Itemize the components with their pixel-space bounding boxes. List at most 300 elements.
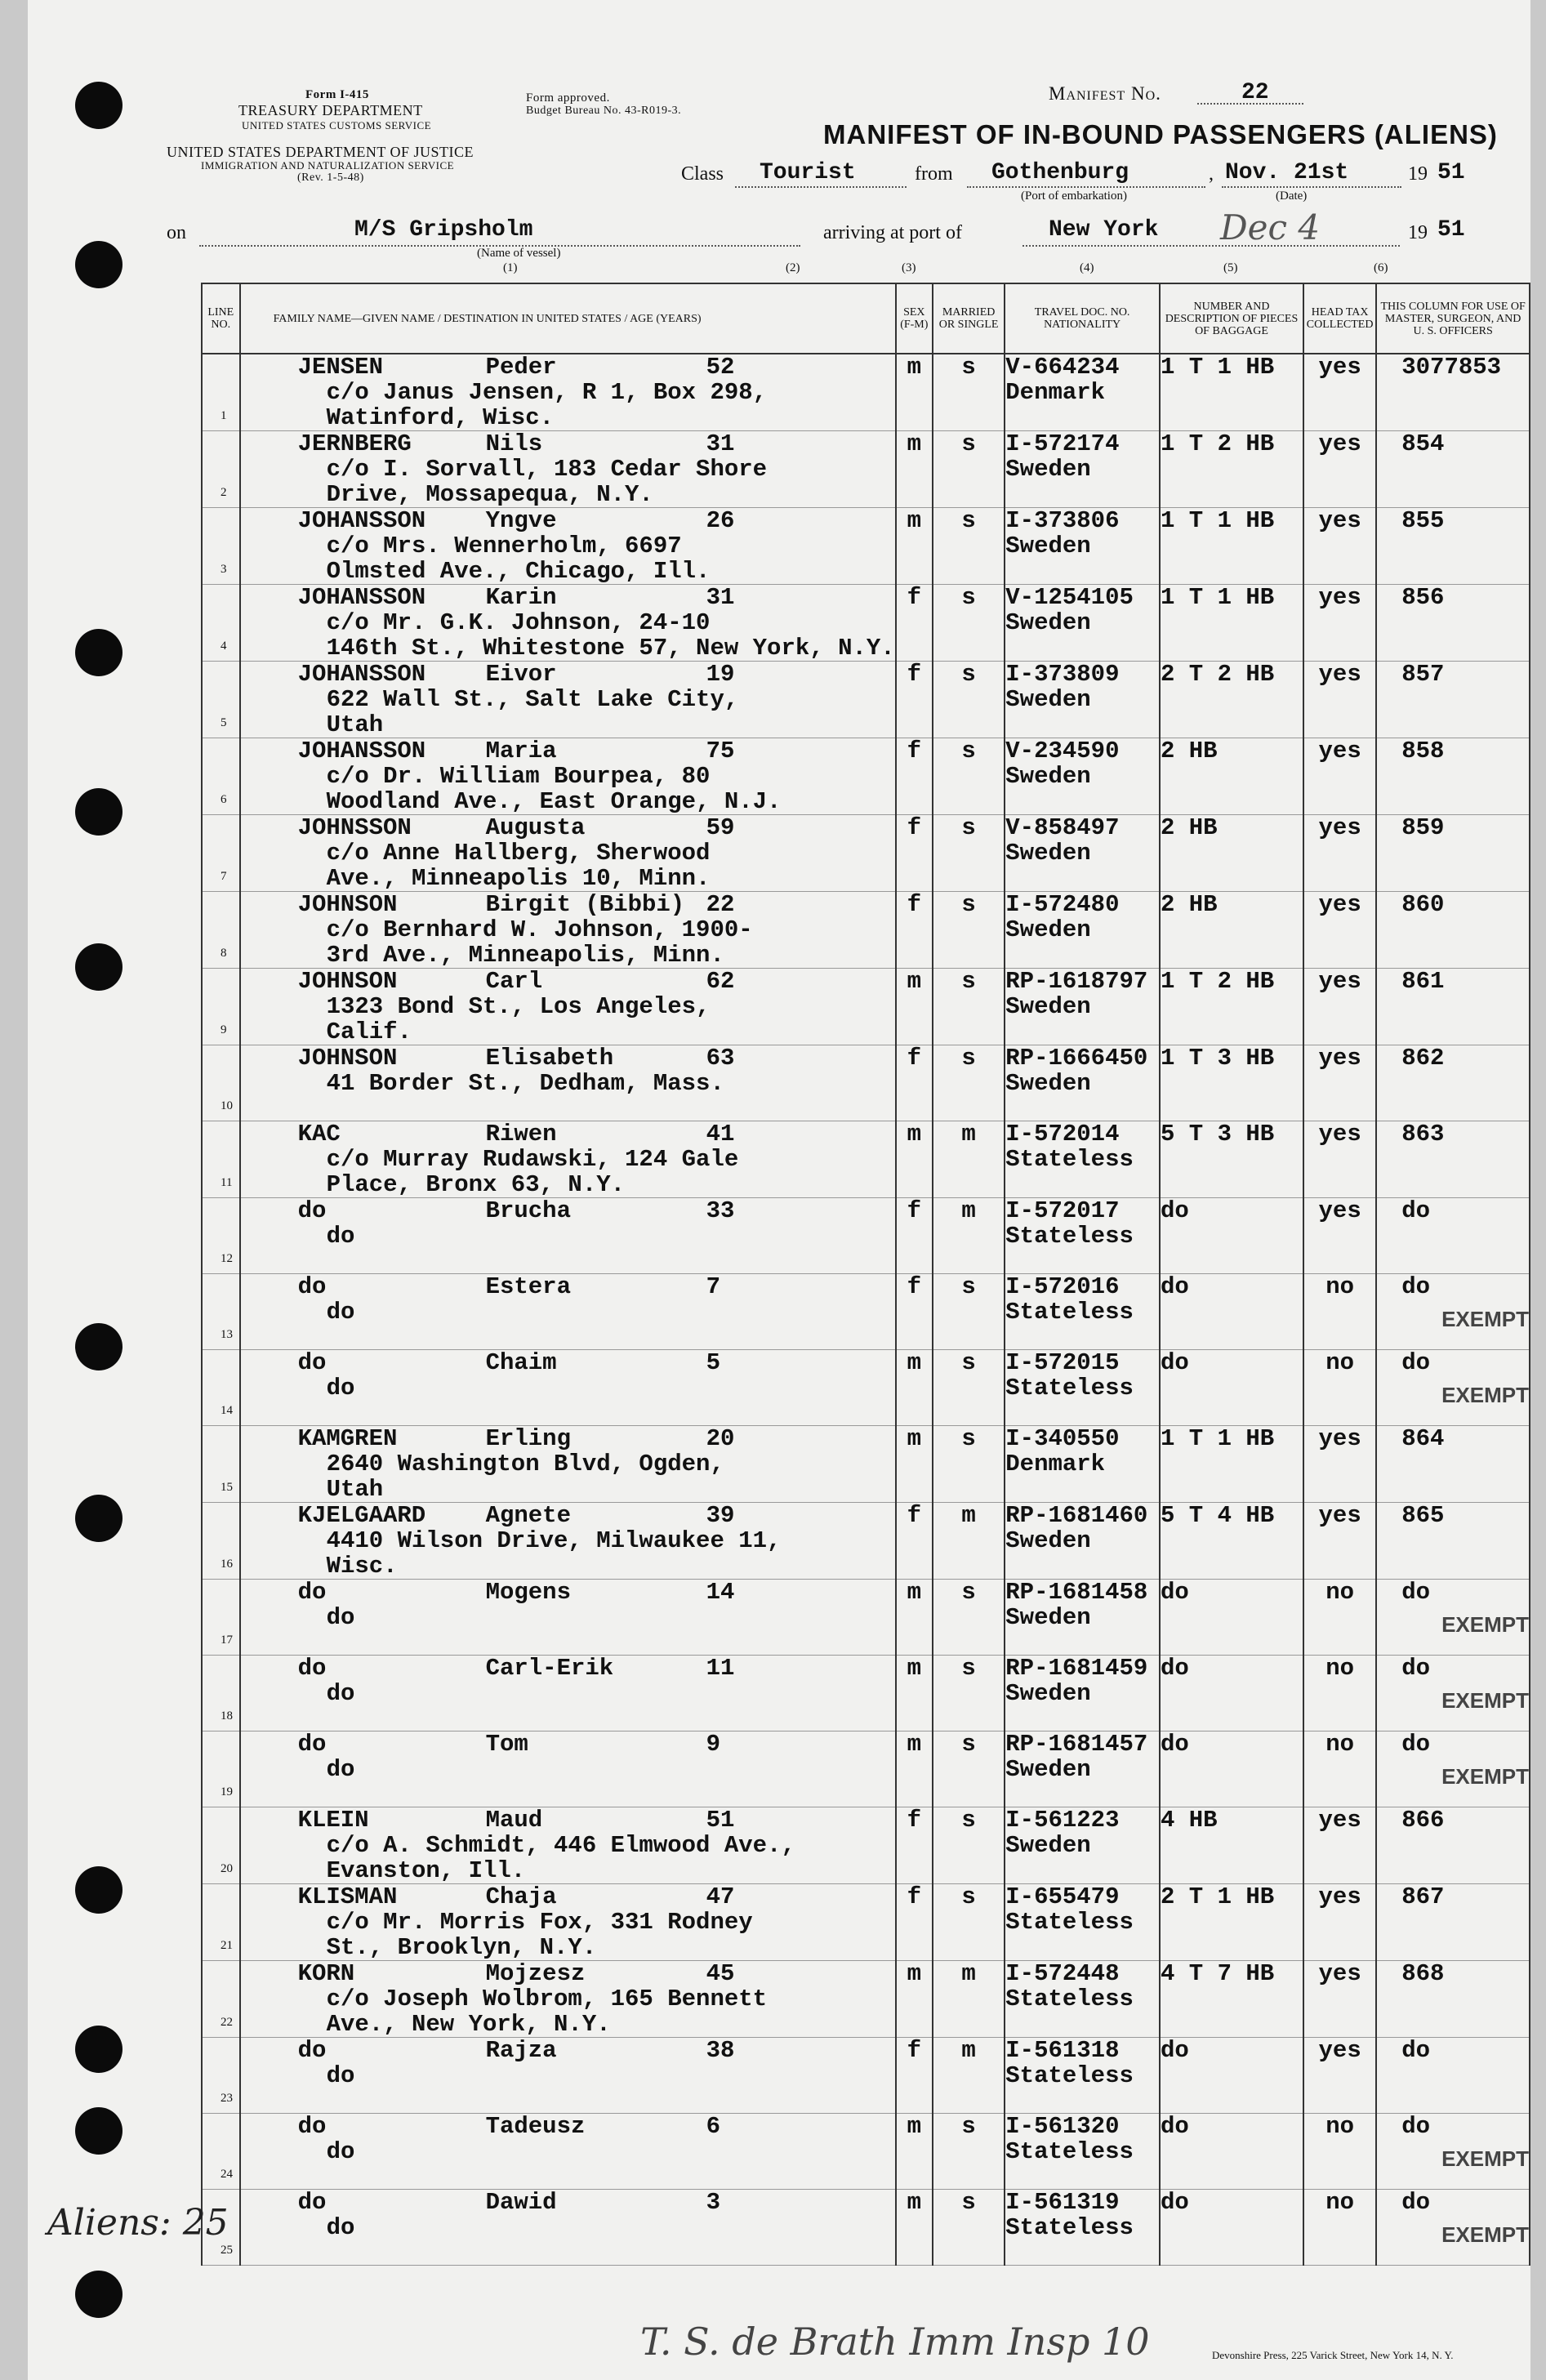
- nationality: Sweden: [1005, 1832, 1091, 1859]
- baggage-cell: [1160, 354, 1303, 431]
- travel-doc-cell: [1005, 815, 1160, 892]
- name-cell: [240, 1121, 896, 1198]
- sex: m: [907, 2189, 921, 2216]
- officer-cell: [1376, 1732, 1530, 1807]
- officer-number: 856: [1401, 584, 1445, 611]
- destination-line: do: [326, 1375, 355, 1402]
- officer-number: 860: [1401, 891, 1445, 918]
- age: 41: [706, 1121, 735, 1148]
- age: 6: [706, 2113, 720, 2140]
- given-name: Tadeusz: [485, 2113, 586, 2140]
- baggage-cell: [1160, 815, 1303, 892]
- officer-number: do: [1401, 2037, 1431, 2064]
- handwritten-date-note: Dec 4: [1220, 207, 1321, 247]
- line-no-cell: [202, 1884, 240, 1961]
- head-tax-cell: [1303, 431, 1376, 508]
- age: 45: [706, 1960, 735, 1987]
- marital-status: s: [961, 2189, 976, 2216]
- marital-cell: [933, 2114, 1005, 2190]
- table-row: [202, 1350, 1530, 1426]
- age: 62: [706, 968, 735, 995]
- line-number: 5: [221, 716, 227, 729]
- family-name: do: [297, 2189, 327, 2216]
- line-no-cell: [202, 1350, 240, 1426]
- embark-year: 51: [1437, 160, 1465, 185]
- destination-line: Calif.: [326, 1018, 412, 1045]
- baggage: 2 T 1 HB: [1160, 1883, 1275, 1910]
- table-row: [202, 1274, 1530, 1350]
- sex: f: [907, 1197, 921, 1224]
- destination-line: Drive, Mossapequa, N.Y.: [326, 481, 653, 508]
- travel-doc-no: RP-1666450: [1005, 1045, 1148, 1072]
- sex: f: [907, 1502, 921, 1529]
- sex-cell: [896, 508, 933, 585]
- travel-doc-no: I-373809: [1005, 661, 1120, 688]
- nationality: Sweden: [1005, 456, 1091, 483]
- travel-doc-cell: [1005, 1807, 1160, 1884]
- baggage-cell: [1160, 1121, 1303, 1198]
- sex: f: [907, 2037, 921, 2064]
- table-row: [202, 1503, 1530, 1580]
- officer-cell: [1376, 738, 1530, 815]
- line-no-cell: [202, 1045, 240, 1121]
- destination-line: Place, Bronx 63, N.Y.: [326, 1171, 626, 1198]
- name-cell: [240, 815, 896, 892]
- marital-cell: [933, 354, 1005, 431]
- exempt-stamp: EXEMPT: [1441, 2222, 1529, 2247]
- exempt-stamp: EXEMPT: [1441, 2146, 1529, 2171]
- table-row: [202, 2038, 1530, 2114]
- punch-hole: [75, 788, 123, 836]
- travel-doc-cell: [1005, 2114, 1160, 2190]
- marital-cell: [933, 1884, 1005, 1961]
- destination-line: Woodland Ave., East Orange, N.J.: [326, 788, 782, 815]
- given-name: Yngve: [485, 507, 557, 534]
- head-tax-cell: [1303, 1503, 1376, 1580]
- rev-date: (Rev. 1-5-48): [297, 172, 364, 184]
- travel-doc-cell: [1005, 1045, 1160, 1121]
- travel-doc-no: RP-1681458: [1005, 1579, 1148, 1606]
- date-caption: (Date): [1276, 189, 1308, 203]
- ins-service: IMMIGRATION AND NATURALIZATION SERVICE: [201, 159, 455, 172]
- col-index-5: (5): [1223, 261, 1238, 274]
- head-tax: yes: [1318, 1045, 1361, 1072]
- age: 5: [706, 1349, 720, 1376]
- head-tax: yes: [1318, 814, 1361, 841]
- travel-doc-cell: [1005, 1884, 1160, 1961]
- travel-doc-no: RP-1681460: [1005, 1502, 1148, 1529]
- baggage: 1 T 1 HB: [1160, 584, 1275, 611]
- head-tax: yes: [1318, 1807, 1361, 1834]
- head-tax: yes: [1318, 584, 1361, 611]
- travel-doc-cell: [1005, 1656, 1160, 1732]
- age: 9: [706, 1731, 720, 1758]
- sex-cell: [896, 1884, 933, 1961]
- travel-doc-no: I-572174: [1005, 430, 1120, 457]
- col-sex: SEX (F-M): [896, 283, 933, 354]
- officer-cell: [1376, 585, 1530, 662]
- head-tax: yes: [1318, 968, 1361, 995]
- family-name: JOHNSON: [297, 891, 398, 918]
- baggage: do: [1160, 1579, 1189, 1606]
- sex: m: [907, 1960, 921, 1987]
- marital-cell: [933, 1580, 1005, 1656]
- nationality: Sweden: [1005, 1604, 1091, 1631]
- baggage: 5 T 3 HB: [1160, 1121, 1275, 1148]
- travel-doc-no: RP-1618797: [1005, 968, 1148, 995]
- officer-number: do: [1401, 1731, 1431, 1758]
- marital-status: s: [961, 2113, 976, 2140]
- table-row: [202, 1580, 1530, 1656]
- name-cell: [240, 1045, 896, 1121]
- marital-status: s: [961, 1045, 976, 1072]
- sex-cell: [896, 662, 933, 738]
- baggage-cell: [1160, 585, 1303, 662]
- baggage: do: [1160, 2113, 1189, 2140]
- family-name: KAMGREN: [297, 1425, 398, 1452]
- nationality: Denmark: [1005, 379, 1106, 406]
- budget-bureau: Budget Bureau No. 43-R019-3.: [526, 105, 682, 117]
- col-baggage: NUMBER AND DESCRIPTION OF PIECES OF BAGGAGE: [1160, 283, 1303, 354]
- head-tax: no: [1325, 1579, 1355, 1606]
- officer-number: do: [1401, 1579, 1431, 1606]
- destination-line: 146th St., Whitestone 57, New York, N.Y.: [326, 635, 895, 662]
- destination-line: Wisc.: [326, 1553, 398, 1580]
- punch-hole: [75, 629, 123, 676]
- destination-line: c/o I. Sorvall, 183 Cedar Shore: [326, 456, 768, 483]
- destination-line: 41 Border St., Dedham, Mass.: [326, 1070, 724, 1097]
- officer-number: do: [1401, 1655, 1431, 1682]
- officer-cell: [1376, 1350, 1530, 1426]
- sex: f: [907, 1883, 921, 1910]
- marital-status: s: [961, 1349, 976, 1376]
- baggage-cell: [1160, 1198, 1303, 1274]
- given-name: Rajza: [485, 2037, 557, 2064]
- baggage: 1 T 1 HB: [1160, 354, 1275, 381]
- baggage: 2 HB: [1160, 814, 1218, 841]
- officer-number: 854: [1401, 430, 1445, 457]
- baggage-cell: [1160, 1656, 1303, 1732]
- marital-status: s: [961, 1425, 976, 1452]
- head-tax-cell: [1303, 2190, 1376, 2266]
- name-cell: [240, 431, 896, 508]
- line-number: 15: [221, 1481, 233, 1494]
- destination-line: do: [326, 2138, 355, 2165]
- travel-doc-cell: [1005, 585, 1160, 662]
- sex-cell: [896, 585, 933, 662]
- destination-line: 4410 Wilson Drive, Milwaukee 11,: [326, 1527, 782, 1554]
- nationality: Denmark: [1005, 1451, 1106, 1477]
- destination-line: do: [326, 1680, 355, 1707]
- baggage-cell: [1160, 1350, 1303, 1426]
- officer-number: 858: [1401, 738, 1445, 764]
- marital-cell: [933, 1426, 1005, 1503]
- marital-status: s: [961, 738, 976, 764]
- line-no-cell: [202, 1121, 240, 1198]
- officer-cell: [1376, 1580, 1530, 1656]
- baggage: do: [1160, 1655, 1189, 1682]
- baggage-cell: [1160, 1961, 1303, 2038]
- baggage-cell: [1160, 738, 1303, 815]
- baggage-cell: [1160, 2190, 1303, 2266]
- nationality: Stateless: [1005, 1909, 1134, 1936]
- baggage-cell: [1160, 1807, 1303, 1884]
- age: 39: [706, 1502, 735, 1529]
- line-no-cell: [202, 1732, 240, 1807]
- family-name: do: [297, 2113, 327, 2140]
- port-embark-caption: (Port of embarkation): [1021, 189, 1127, 203]
- destination-line: St., Brooklyn, N.Y.: [326, 1934, 597, 1961]
- nationality: Sweden: [1005, 533, 1091, 559]
- exempt-stamp: EXEMPT: [1441, 1383, 1529, 1407]
- family-name: JOHANSSON: [297, 661, 426, 688]
- age: 11: [706, 1655, 735, 1682]
- officer-cell: [1376, 1045, 1530, 1121]
- name-cell: [240, 1580, 896, 1656]
- marital-cell: [933, 1656, 1005, 1732]
- head-tax-cell: [1303, 1274, 1376, 1350]
- marital-status: s: [961, 1273, 976, 1300]
- sex-cell: [896, 2114, 933, 2190]
- nationality: Sweden: [1005, 763, 1091, 790]
- officer-number: 863: [1401, 1121, 1445, 1148]
- baggage: do: [1160, 1197, 1189, 1224]
- table-row: [202, 1198, 1530, 1274]
- given-name: Mojzesz: [485, 1960, 586, 1987]
- col-officers: THIS COLUMN FOR USE OF MASTER, SURGEON, AND U. S. OFFICERS: [1376, 283, 1530, 354]
- table-row: [202, 508, 1530, 585]
- line-no-cell: [202, 431, 240, 508]
- officer-cell: [1376, 431, 1530, 508]
- travel-doc-no: V-858497: [1005, 814, 1120, 841]
- line-number: 11: [221, 1176, 233, 1189]
- head-tax-cell: [1303, 1884, 1376, 1961]
- head-tax-cell: [1303, 1961, 1376, 2038]
- sex: f: [907, 584, 921, 611]
- officer-number: 864: [1401, 1425, 1445, 1452]
- officer-number: 866: [1401, 1807, 1445, 1834]
- sex: m: [907, 2113, 921, 2140]
- travel-doc-cell: [1005, 1732, 1160, 1807]
- destination-line: do: [326, 1756, 355, 1783]
- line-number: 1: [221, 409, 227, 422]
- given-name: Riwen: [485, 1121, 557, 1148]
- name-cell: [240, 738, 896, 815]
- officer-cell: [1376, 969, 1530, 1045]
- given-name: Augusta: [485, 814, 586, 841]
- age: 22: [706, 891, 735, 918]
- travel-doc-cell: [1005, 1503, 1160, 1580]
- line-no-cell: [202, 1198, 240, 1274]
- embark-date: Nov. 21st: [1225, 160, 1349, 185]
- table-row: [202, 431, 1530, 508]
- baggage: 1 T 3 HB: [1160, 1045, 1275, 1072]
- given-name: Chaim: [485, 1349, 557, 1376]
- sex-cell: [896, 1580, 933, 1656]
- line-number: 20: [221, 1862, 233, 1875]
- table-row: [202, 2114, 1530, 2190]
- line-number: 17: [221, 1633, 233, 1647]
- travel-doc-no: V-1254105: [1005, 584, 1134, 611]
- sex-cell: [896, 1274, 933, 1350]
- sex-cell: [896, 2038, 933, 2114]
- marital-status: s: [961, 1807, 976, 1834]
- treasury-dept: TREASURY DEPARTMENT: [238, 102, 423, 118]
- age: 14: [706, 1579, 735, 1606]
- punch-hole: [75, 2026, 123, 2073]
- marital-status: s: [961, 891, 976, 918]
- table-row: [202, 892, 1530, 969]
- line-number: 3: [221, 563, 227, 576]
- destination-line: do: [326, 2214, 355, 2241]
- marital-status: m: [961, 1502, 976, 1529]
- marital-status: s: [961, 354, 976, 381]
- baggage: do: [1160, 2037, 1189, 2064]
- family-name: KLISMAN: [297, 1883, 398, 1910]
- line-number: 23: [221, 2092, 233, 2105]
- given-name: Estera: [485, 1273, 571, 1300]
- head-tax: yes: [1318, 1121, 1361, 1148]
- aliens-count-note: Aliens: 25: [47, 2202, 229, 2244]
- travel-doc-cell: [1005, 1121, 1160, 1198]
- travel-doc-cell: [1005, 1961, 1160, 2038]
- destination-line: Utah: [326, 711, 384, 738]
- line-number: 21: [221, 1939, 233, 1952]
- line-number: 8: [221, 947, 227, 960]
- travel-doc-cell: [1005, 738, 1160, 815]
- form-approved: Form approved.: [526, 91, 610, 105]
- line-no-cell: [202, 1503, 240, 1580]
- vessel-name: M/S Gripsholm: [354, 217, 533, 243]
- head-tax: no: [1325, 1731, 1355, 1758]
- sex: f: [907, 814, 921, 841]
- marital-status: m: [961, 2037, 976, 2064]
- age: 51: [706, 1807, 735, 1834]
- nationality: Sweden: [1005, 609, 1091, 636]
- line-no-cell: [202, 815, 240, 892]
- arrival-year-prefix: 19: [1408, 222, 1428, 243]
- baggage-cell: [1160, 431, 1303, 508]
- travel-doc-cell: [1005, 2038, 1160, 2114]
- officer-cell: [1376, 1274, 1530, 1350]
- officer-cell: [1376, 662, 1530, 738]
- head-tax-cell: [1303, 1121, 1376, 1198]
- sex: m: [907, 1425, 921, 1452]
- head-tax: yes: [1318, 891, 1361, 918]
- officer-cell: [1376, 508, 1530, 585]
- marital-status: s: [961, 584, 976, 611]
- punch-hole: [75, 2107, 123, 2155]
- sex: m: [907, 1121, 921, 1148]
- name-cell: [240, 1807, 896, 1884]
- destination-line: 1323 Bond St., Los Angeles,: [326, 993, 711, 1020]
- head-tax-cell: [1303, 508, 1376, 585]
- col-married: MARRIED OR SINGLE: [933, 283, 1005, 354]
- travel-doc-cell: [1005, 1580, 1160, 1656]
- line-number: 12: [221, 1252, 233, 1265]
- head-tax-cell: [1303, 2114, 1376, 2190]
- officer-number: 867: [1401, 1883, 1445, 1910]
- name-cell: [240, 1961, 896, 2038]
- head-tax-cell: [1303, 1426, 1376, 1503]
- officer-number: do: [1401, 1197, 1431, 1224]
- travel-doc-no: V-664234: [1005, 354, 1120, 381]
- age: 63: [706, 1045, 735, 1072]
- destination-line: Watinford, Wisc.: [326, 404, 555, 431]
- head-tax: yes: [1318, 354, 1361, 381]
- name-cell: [240, 354, 896, 431]
- col-name: FAMILY NAME—GIVEN NAME / DESTINATION IN UNITED STATES / AGE (YEARS): [240, 283, 896, 354]
- officer-number: 861: [1401, 968, 1445, 995]
- punch-hole: [75, 1495, 123, 1542]
- given-name: Agnete: [485, 1502, 571, 1529]
- travel-doc-no: V-234590: [1005, 738, 1120, 764]
- baggage-cell: [1160, 1884, 1303, 1961]
- destination-line: 3rd Ave., Minneapolis, Minn.: [326, 942, 724, 969]
- baggage-cell: [1160, 662, 1303, 738]
- name-cell: [240, 2190, 896, 2266]
- marital-cell: [933, 738, 1005, 815]
- age: 31: [706, 430, 735, 457]
- nationality: Stateless: [1005, 1146, 1134, 1173]
- baggage-cell: [1160, 892, 1303, 969]
- destination-line: do: [326, 1223, 355, 1250]
- sex: f: [907, 661, 921, 688]
- head-tax: yes: [1318, 738, 1361, 764]
- head-tax: no: [1325, 2113, 1355, 2140]
- marital-status: s: [961, 430, 976, 457]
- officer-number: 855: [1401, 507, 1445, 534]
- officer-cell: [1376, 1121, 1530, 1198]
- name-cell: [240, 1426, 896, 1503]
- line-number: 14: [221, 1404, 233, 1417]
- marital-cell: [933, 1121, 1005, 1198]
- line-no-cell: [202, 1807, 240, 1884]
- officer-cell: [1376, 354, 1530, 431]
- nationality: Stateless: [1005, 1375, 1134, 1402]
- travel-doc-cell: [1005, 1198, 1160, 1274]
- given-name: Dawid: [485, 2189, 557, 2216]
- travel-doc-cell: [1005, 1350, 1160, 1426]
- destination-line: c/o Murray Rudawski, 124 Gale: [326, 1146, 739, 1173]
- age: 31: [706, 584, 735, 611]
- officer-cell: [1376, 1807, 1530, 1884]
- table-row: [202, 738, 1530, 815]
- destination-line: Ave., Minneapolis 10, Minn.: [326, 865, 711, 892]
- class-label: Class: [681, 163, 724, 185]
- marital-cell: [933, 2038, 1005, 2114]
- sex: f: [907, 1045, 921, 1072]
- printer-imprint: Devonshire Press, 225 Varick Street, New York 14, N. Y.: [1212, 2349, 1454, 2361]
- col-index-1: (1): [503, 261, 518, 274]
- officer-number: 859: [1401, 814, 1445, 841]
- marital-cell: [933, 892, 1005, 969]
- travel-doc-no: I-572014: [1005, 1121, 1120, 1148]
- punch-hole: [75, 241, 123, 288]
- nationality: Sweden: [1005, 1756, 1091, 1783]
- travel-doc-no: I-572448: [1005, 1960, 1120, 1987]
- given-name: Carl-Erik: [485, 1655, 614, 1682]
- marital-status: s: [961, 1579, 976, 1606]
- travel-doc-no: I-572016: [1005, 1273, 1120, 1300]
- nationality: Stateless: [1005, 1299, 1134, 1326]
- head-tax: yes: [1318, 1502, 1361, 1529]
- marital-status: s: [961, 968, 976, 995]
- family-name: JOHANSSON: [297, 584, 426, 611]
- head-tax: no: [1325, 2189, 1355, 2216]
- name-cell: [240, 1732, 896, 1807]
- punch-hole: [75, 943, 123, 991]
